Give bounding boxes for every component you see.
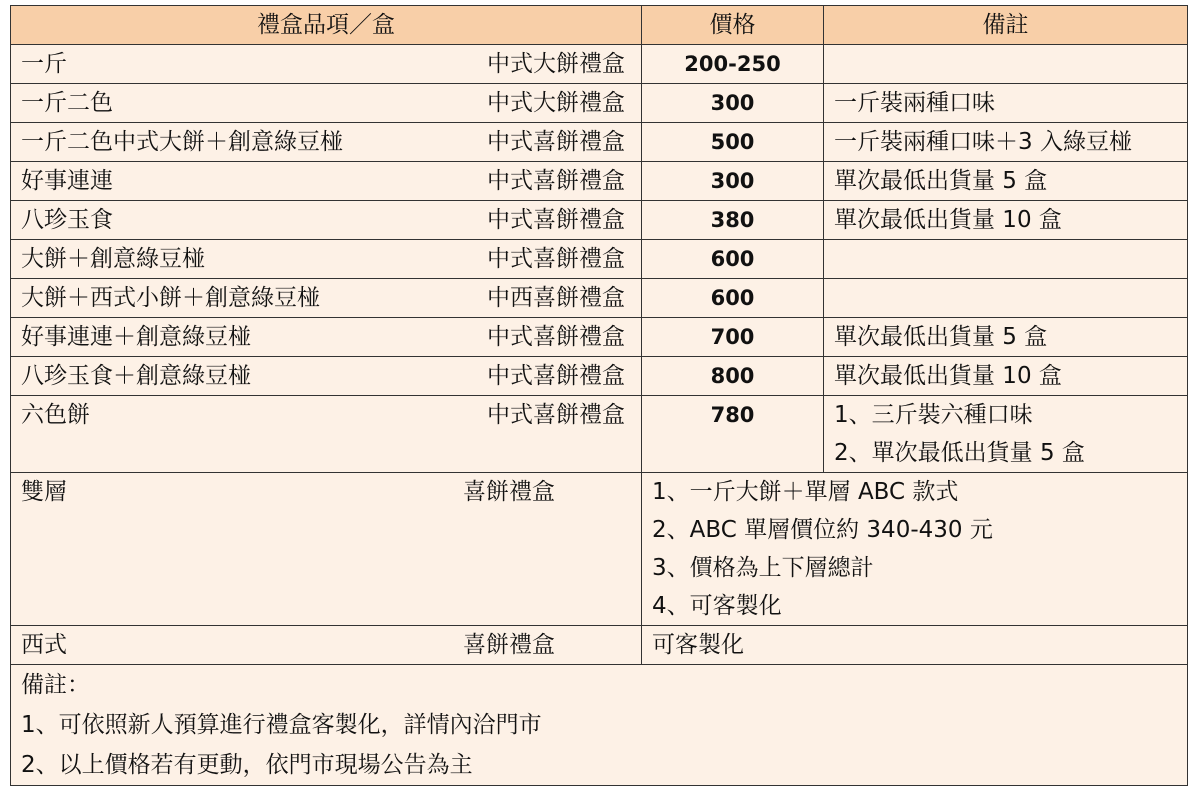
item-cell: [11, 84, 642, 123]
footer-note-line: 1、可依照新人預算進行禮盒客製化，詳情內洽門市: [21, 712, 542, 738]
item-name: 八珍玉食＋創意綠豆椪: [21, 363, 251, 389]
item-cell: [11, 240, 642, 279]
item-name: 雙層: [21, 479, 67, 505]
price-cell: 300: [642, 84, 824, 123]
item-name: 好事連連: [21, 168, 113, 194]
note-cell: [824, 279, 1188, 318]
price-cell: 800: [642, 357, 824, 396]
note-line: 3、價格為上下層總計: [652, 555, 874, 581]
footer-note-line: 2、以上價格若有更動，依門市現場公告為主: [21, 752, 473, 778]
item-category: 中式喜餅禮盒: [487, 402, 625, 428]
note-cell: [824, 45, 1188, 84]
note-line: 1、三斤裝六種口味: [834, 402, 1033, 428]
item-category: 中式喜餅禮盒: [487, 246, 625, 272]
note-line: 1、一斤大餅＋單層 ABC 款式: [652, 479, 959, 505]
item-category: 中式大餅禮盒: [487, 90, 625, 116]
note-cell: [824, 396, 1188, 473]
note-cell: 一斤裝兩種口味: [824, 84, 1188, 123]
price-table-wrapper: [10, 5, 1188, 786]
table-row: [11, 162, 1188, 201]
merged-note-cell: 可客製化: [642, 626, 1188, 665]
item-cell: [11, 357, 642, 396]
footer-notes-title: 備註：: [21, 672, 90, 698]
footer-notes-cell: [11, 665, 1188, 786]
item-category: 中西喜餅禮盒: [487, 285, 625, 311]
table-row-merged: [11, 626, 1188, 665]
price-cell: 380: [642, 201, 824, 240]
item-cell: [11, 45, 642, 84]
header-item: 禮盒品項／盒: [11, 6, 642, 45]
table-row: [11, 123, 1188, 162]
table-row: [11, 279, 1188, 318]
table-row: [11, 396, 1188, 473]
item-category: 中式喜餅禮盒: [487, 324, 625, 350]
price-cell: 600: [642, 279, 824, 318]
item-name: 一斤二色: [21, 90, 113, 116]
price-cell: 500: [642, 123, 824, 162]
price-cell: 300: [642, 162, 824, 201]
item-category: 中式大餅禮盒: [487, 51, 625, 77]
item-category: 中式喜餅禮盒: [487, 168, 625, 194]
note-cell: 單次最低出貨量 5 盒: [824, 162, 1188, 201]
table-row: [11, 240, 1188, 279]
note-line: 2、ABC 單層價位約 340-430 元: [652, 517, 993, 543]
item-name: 一斤: [21, 51, 67, 77]
item-category: 中式喜餅禮盒: [487, 363, 625, 389]
item-cell: [11, 201, 642, 240]
item-name: 八珍玉食: [21, 207, 113, 233]
item-name: 六色餅: [21, 402, 90, 428]
price-cell: 780: [642, 396, 824, 473]
item-cell: [11, 123, 642, 162]
note-cell: [824, 240, 1188, 279]
merged-note-cell: [642, 473, 1188, 626]
note-line: 4、可客製化: [652, 593, 782, 619]
note-line: 2、單次最低出貨量 5 盒: [834, 440, 1085, 466]
table-row: [11, 201, 1188, 240]
note-cell: 單次最低出貨量 5 盒: [824, 318, 1188, 357]
table-header-row: [11, 6, 1188, 45]
table-row: [11, 84, 1188, 123]
header-note: 備註: [824, 6, 1188, 45]
table-row: [11, 357, 1188, 396]
item-name: 大餅＋創意綠豆椪: [21, 246, 205, 272]
item-category: 喜餅禮盒: [463, 479, 555, 505]
item-cell: [11, 473, 642, 626]
item-category: 中式喜餅禮盒: [487, 207, 625, 233]
item-cell: [11, 279, 642, 318]
header-price: 價格: [642, 6, 824, 45]
item-name: 西式: [21, 632, 67, 658]
price-cell: 600: [642, 240, 824, 279]
item-name: 大餅＋西式小餅＋創意綠豆椪: [21, 285, 320, 311]
item-name: 好事連連＋創意綠豆椪: [21, 324, 251, 350]
item-cell: [11, 396, 642, 473]
price-cell: 200-250: [642, 45, 824, 84]
table-row: [11, 45, 1188, 84]
gift-box-price-table: [10, 5, 1188, 786]
price-cell: 700: [642, 318, 824, 357]
item-category: 喜餅禮盒: [463, 632, 555, 658]
item-cell: [11, 318, 642, 357]
note-cell: 單次最低出貨量 10 盒: [824, 357, 1188, 396]
footer-notes-row: [11, 665, 1188, 786]
item-name: 一斤二色中式大餅＋創意綠豆椪: [21, 129, 343, 155]
table-row: [11, 318, 1188, 357]
item-category: 中式喜餅禮盒: [487, 129, 625, 155]
item-cell: [11, 162, 642, 201]
table-row-merged: [11, 473, 1188, 626]
note-cell: 一斤裝兩種口味＋3 入綠豆椪: [824, 123, 1188, 162]
item-cell: [11, 626, 642, 665]
note-cell: 單次最低出貨量 10 盒: [824, 201, 1188, 240]
